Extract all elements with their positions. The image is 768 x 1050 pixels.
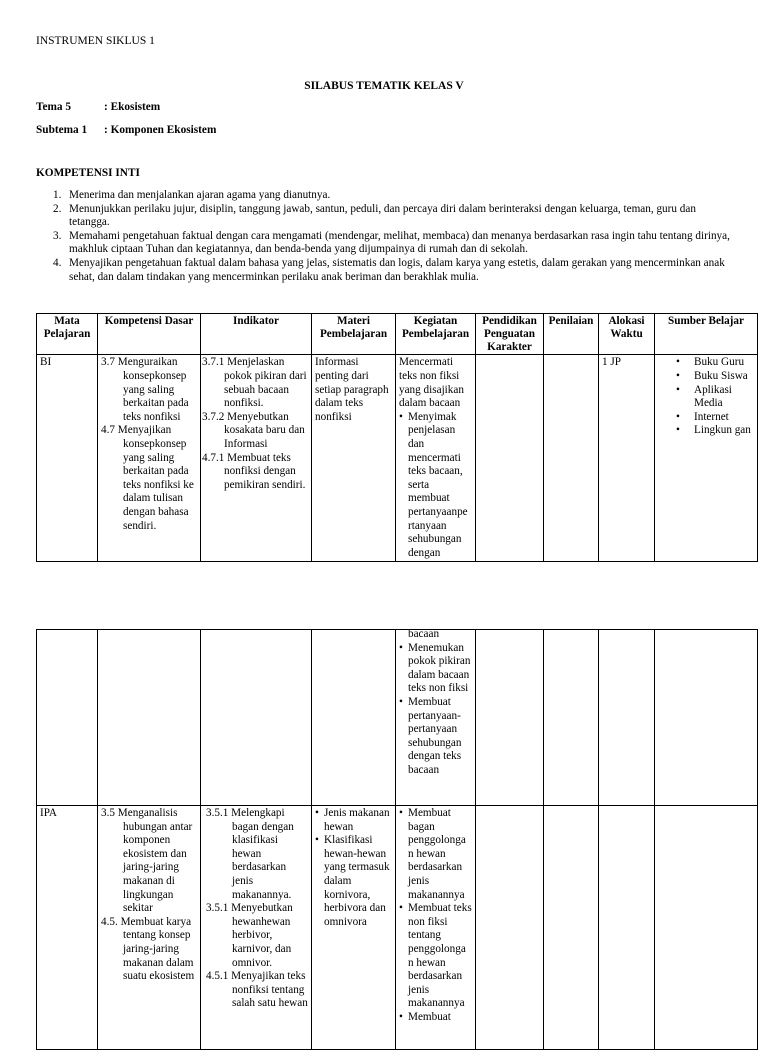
list-item: • Jenis makanan hewan — [315, 807, 392, 834]
silabus-table-page2 — [36, 629, 758, 1050]
list-item: • Membuat bagan penggolonga n hewan berdasarkan jenis makanannya — [399, 807, 472, 902]
cell-ppk — [476, 355, 544, 562]
list-item: • Menemukan pokok pikiran dalam bacaan teks non fiksi — [399, 642, 472, 696]
meta-tema — [36, 101, 160, 115]
ki-item: 3. Memahami pengetahuan faktual dengan cara mengamati (mendengar, melihat, membaca) dan menanya berdasarkan rasa ingin tahu tentang dirinya, makhluk ciptaan Tuhan dan kegiatannya, dan benda-benda yang dijumpainya di rumah dan di sekolah. — [53, 229, 730, 256]
cell-kd: 3.7 Menguraikan konsepkonsep yang saling berkaitan pada teks nonfiksi 4.7 Menyajikan konsepkonsep yang saling berkaitan pada teks nonfiksi ke dalam tulisan dengan bahasa sendiri. — [98, 355, 201, 562]
tema-value: : Ekosistem — [104, 101, 161, 113]
document-title: SILABUS TEMATIK KELAS V — [304, 80, 464, 92]
subtema-value: : Komponen Ekosistem — [104, 124, 217, 136]
col-header-kegiatan: Kegiatan Pembelajaran — [396, 314, 476, 355]
col-header-materi: Materi Pembelajaran — [312, 314, 396, 355]
cell-kegiatan: Mencermati teks non fiksi yang disajikan dalam bacaan • Menyimak penjelasan dan mencermati teks bacaan, serta membuat pertanyaanpe rtanyaan sehubungan dengan — [396, 355, 476, 562]
list-item: • Membuat — [399, 1011, 472, 1025]
list-item: • Membuat teks non fiksi tentang penggolonga n hewan berdasarkan jenis makanannya — [399, 902, 472, 1011]
col-header-kd: Kompetensi Dasar — [98, 314, 201, 355]
document-header: INSTRUMEN SIKLUS 1 — [36, 35, 155, 47]
list-item: • Internet — [658, 411, 754, 425]
col-header-ppk: Pendidikan Penguatan Karakter — [476, 314, 544, 355]
list-item: • Lingkun gan — [658, 424, 754, 438]
cell-indikator: 3.5.1 Melengkapi bagan dengan klasifikasi hewan berdasarkan jenis makanannya. 3.5.1 Menyebutkan hewanhewan herbivor, karnivor, dan omnivor. 4.5.1 Menyajikan teks nonfiksi tentang salah satu hewan — [201, 806, 312, 1050]
col-header-alokasi: Alokasi Waktu — [599, 314, 655, 355]
list-item: • Membuat pertanyaan-pertanyaan sehubungan dengan teks bacaan — [399, 696, 472, 778]
list-item: • Aplikasi Media — [658, 384, 754, 411]
cell-alokasi: 1 JP — [599, 355, 655, 562]
cell-sumber — [655, 355, 758, 562]
ki-item: 1. Menerima dan menjalankan ajaran agama yang dianutnya. — [53, 189, 331, 201]
col-header-penilaian: Penilaian — [544, 314, 599, 355]
ki-heading: KOMPETENSI INTI — [36, 167, 140, 179]
cell-subject: BI — [37, 355, 98, 562]
list-item: • Klasifikasi hewan-hewan yang termasuk dalam kornivora, herbivora dan omnivora — [315, 834, 392, 929]
list-item: • Menyimak penjelasan dan mencermati teks bacaan, serta membuat pertanyaanpe rtanyaan sehubungan dengan — [399, 411, 472, 561]
col-header-mapel: Mata Pelajaran — [37, 314, 98, 355]
table-row-ipa — [37, 806, 758, 1050]
col-header-sumber: Sumber Belajar — [655, 314, 758, 355]
cell-penilaian — [544, 355, 599, 562]
ki-item: 4. Menyajikan pengetahuan faktual dalam bahasa yang jelas, sistematis dan logis, dalam karya yang estetis, dalam gerakan yang mencerminkan anak sehat, dan dalam tindakan yang mencerminkan perilaku anak beriman dan berakhlak mulia. — [53, 256, 725, 283]
cell-kegiatan: bacaan • Menemukan pokok pikiran dalam bacaan teks non fiksi • Membuat pertanyaan-pertanyaan sehubungan dengan teks bacaan — [396, 630, 476, 806]
list-item: • Buku Guru — [658, 356, 754, 370]
cell-kd: 3.5 Menganalisis hubungan antar komponen ekosistem dan jaring-jaring makanan di lingkungan sekitar 4.5. Membuat karya tentang konsep jaring-jaring makanan dalam suatu ekosistem — [98, 806, 201, 1050]
ki-list — [36, 189, 736, 284]
cell-materi — [312, 806, 396, 1050]
cell-materi: Informasi penting dari setiap paragraph dalam teks nonfiksi — [312, 355, 396, 562]
cell-subject: IPA — [37, 806, 98, 1050]
table-header-row — [37, 314, 758, 355]
table-row-bi — [37, 355, 758, 562]
ki-item: 2. Menunjukkan perilaku jujur, disiplin, tanggung jawab, santun, peduli, dan percaya diri dalam berinteraksi dengan keluarga, teman, guru dan tetangga. — [53, 202, 696, 229]
silabus-table-page1 — [36, 313, 758, 562]
col-header-indikator: Indikator — [201, 314, 312, 355]
table-row-continued — [37, 630, 758, 806]
subtema-label: Subtema 1 — [36, 124, 88, 136]
cell-indikator: 3.7.1 Menjelaskan pokok pikiran dari sebuah bacaan nonfiksi. 3.7.2 Menyebutkan kosakata baru dan Informasi 4.7.1 Membuat teks nonfiksi dengan pemikiran sendiri. — [201, 355, 312, 562]
list-item: • Buku Siswa — [658, 370, 754, 384]
meta-subtema — [36, 124, 216, 138]
cell-kegiatan — [396, 806, 476, 1050]
tema-label: Tema 5 — [36, 101, 72, 113]
